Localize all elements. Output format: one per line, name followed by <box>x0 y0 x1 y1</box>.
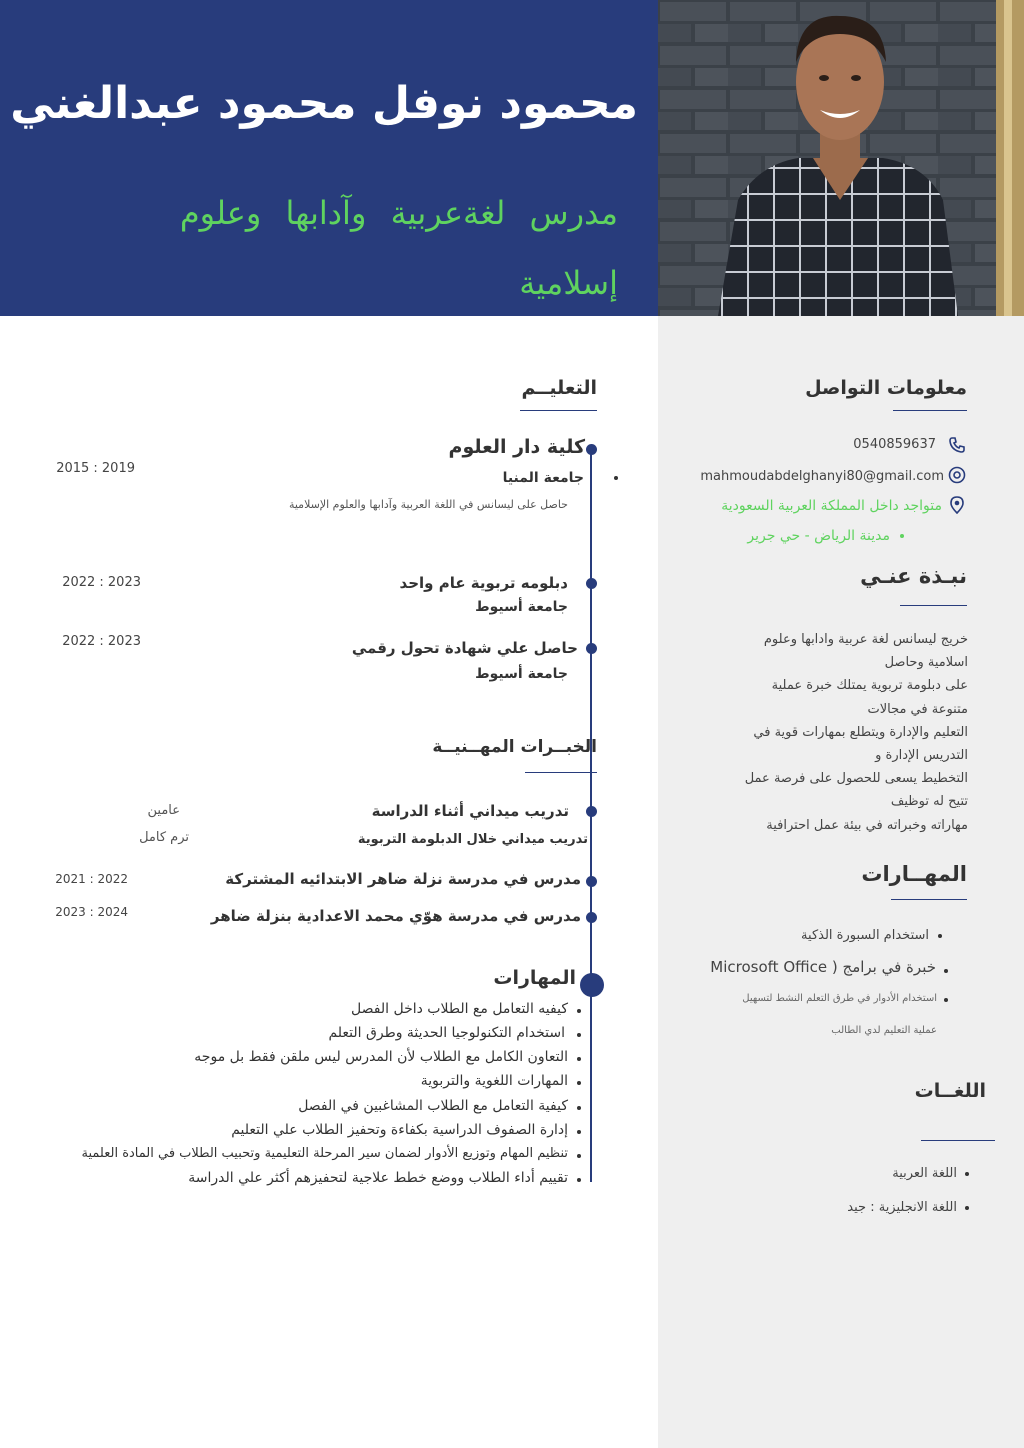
exp-title: مدرس في مدرسة هوّي محمد الاعدادية بنزلة ضاهر <box>210 907 581 925</box>
skill-bullet <box>577 1106 581 1110</box>
edu-bullet <box>614 476 618 480</box>
languages-underline <box>921 1140 995 1141</box>
edu-years: 2022 : 2023 <box>62 575 141 590</box>
main-skill-item: التعاون الكامل مع الطلاب لأن المدرس ليس ملقن فقط بل موجه <box>194 1049 568 1065</box>
about-line: اسلامية وحاصل <box>884 655 968 671</box>
exp-title: تدريب ميداني خلال الدبلومة التربوية <box>357 832 588 847</box>
side-skill-item: عملية التعليم لدي الطالب <box>831 1025 937 1036</box>
phone-number: 0540859637 <box>853 437 936 452</box>
about-line: مهاراته وخبراته في بيئة عمل احترافية <box>766 817 968 833</box>
about-text <box>688 628 968 837</box>
skill-bullet <box>944 969 948 973</box>
languages-heading: اللغــات <box>914 1080 986 1102</box>
main-skills-heading: المهارات <box>493 967 576 989</box>
main-skill-item: كيفية التعامل مع الطلاب المشاغبين في الفصل <box>298 1098 568 1114</box>
exp-period: عامين <box>147 803 180 818</box>
location-text: متواجد داخل المملكة العربية السعودية <box>721 498 942 514</box>
edu-years: 2022 : 2023 <box>62 634 141 649</box>
side-skill-item: خبرة في برامج ( Microsoft Office <box>710 958 936 976</box>
side-skills-heading: المهــارات <box>861 862 967 886</box>
timeline-dot <box>586 806 597 817</box>
edu-university: جامعة أسيوط <box>475 599 568 615</box>
about-underline <box>900 605 967 606</box>
skill-bullet <box>577 1009 581 1013</box>
edu-degree: حاصل علي شهادة تحول رقمي <box>351 639 578 657</box>
timeline-dot-large <box>580 973 604 997</box>
side-skill-item: استخدام السبورة الذكية <box>801 928 929 943</box>
main-skill-item: المهارات اللغوية والتربوية <box>420 1073 568 1089</box>
about-line: التعليم والإدارة ويتطلع بمهارات قوية في <box>753 724 968 740</box>
education-heading: التعليــم <box>521 377 597 399</box>
phone-icon <box>948 436 966 454</box>
timeline-dot <box>586 876 597 887</box>
timeline-dot <box>586 643 597 654</box>
exp-period: 2021 : 2022 <box>55 872 128 886</box>
email-icon <box>948 466 966 484</box>
edu-years: 2015 : 2019 <box>56 461 135 476</box>
profile-photo <box>658 0 1024 316</box>
timeline-dot <box>586 578 597 589</box>
language-bullet <box>965 1206 969 1210</box>
contact-heading: معلومات التواصل <box>805 377 967 399</box>
main-skill-item: تنظيم المهام وتوزيع الأدوار لضمان سير المرحلة التعليمية وتحبيب الطلاب في المادة العلمية <box>81 1146 568 1161</box>
skill-bullet <box>577 1130 581 1134</box>
about-line: متنوعة في مجالات <box>867 701 968 717</box>
timeline-dot <box>586 444 597 455</box>
main-skill-item: كيفيه التعامل مع الطلاب داخل الفصل <box>351 1001 568 1017</box>
skill-bullet <box>577 1081 581 1085</box>
main-skill-item: تقييم أداء الطلاب ووضع خطط علاجية لتحفيزهم أكثر علي الدراسة <box>188 1170 568 1186</box>
main-skill-item: إدارة الصفوف الدراسية بكفاءة وتحفيز الطلاب علي التعليم <box>231 1122 568 1138</box>
experience-underline <box>525 772 597 773</box>
job-title: مدرس لغةعربية وآدابها وعلوم إسلامية <box>179 194 618 302</box>
city-bullet <box>900 534 904 538</box>
skill-bullet <box>577 1057 581 1061</box>
portrait-illustration <box>658 0 1024 316</box>
side-skills-underline <box>891 899 967 900</box>
language-item: اللغة العربية <box>892 1166 957 1181</box>
side-skill-item: استخدام الأدوار في طرق التعلم النشط لتسهيل <box>742 993 937 1004</box>
language-item: اللغة الانجليزية : جيد <box>847 1200 957 1215</box>
candidate-name: محمود نوفل محمود عبدالغني <box>10 78 638 129</box>
about-line: تتيح له توظيف <box>890 794 968 810</box>
edu-degree: كلية دار العلوم <box>448 436 585 458</box>
skill-bullet <box>577 1033 581 1037</box>
email-address: mahmoudabdelghanyi80@gmail.com <box>700 469 944 484</box>
about-heading: نبـذة عنـي <box>860 564 967 588</box>
about-line: التخطيط يسعى للحصول على فرصة عمل <box>744 771 968 787</box>
contact-underline <box>893 410 967 411</box>
edu-degree: دبلومه تربوية عام واحد <box>399 574 568 592</box>
education-underline <box>520 410 597 411</box>
city-text: مدينة الرياض - حي جرير <box>747 528 890 544</box>
exp-period: 2023 : 2024 <box>55 905 128 919</box>
skill-bullet <box>577 1154 581 1158</box>
about-line: على دبلومة تربوية يمتلك خبرة عملية <box>771 678 968 694</box>
sidebar-panel <box>658 316 1024 1448</box>
exp-title: تدريب ميداني أثناء الدراسة <box>371 802 569 820</box>
edu-university: جامعة المنيا <box>502 470 584 486</box>
main-skill-item: استخدام التكنولوجيا الحديثة وطرق التعلم <box>328 1025 565 1041</box>
location-pin-icon <box>948 496 966 514</box>
skill-bullet <box>944 998 948 1002</box>
timeline-dot <box>586 912 597 923</box>
skill-bullet <box>577 1178 581 1182</box>
experience-heading: الخبــرات المهــنيــة <box>432 737 597 757</box>
skill-bullet <box>938 934 942 938</box>
language-bullet <box>965 1172 969 1176</box>
edu-detail: حاصل على ليسانس في اللغة العربية وآدابها والعلوم الإسلامية <box>288 498 568 511</box>
edu-university: جامعة أسيوط <box>475 666 568 682</box>
about-line: التدريس الإدارة و <box>875 748 968 764</box>
exp-title: مدرس في مدرسة نزلة ضاهر الابتدائيه المشتركة <box>225 870 581 888</box>
exp-period: ترم كامل <box>139 830 189 845</box>
header-banner <box>0 0 658 316</box>
about-line: خريج ليسانس لغة عربية وادابها وعلوم <box>763 632 968 647</box>
